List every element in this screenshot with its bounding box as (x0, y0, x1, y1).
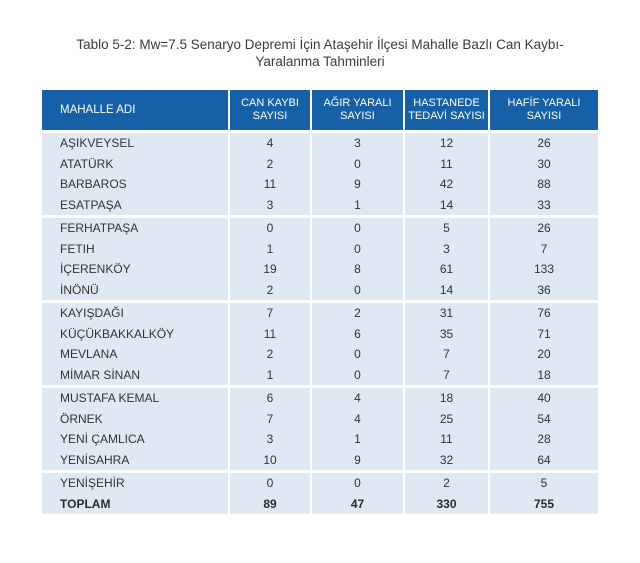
value-cell-hafif-yarali: 28 (488, 429, 598, 450)
column-header-can-kaybi (228, 90, 310, 130)
column-header-hastanede (403, 90, 488, 130)
neighborhood-name-cell: BARBAROS (60, 177, 127, 191)
value-cell-hafif-yarali: 26 (488, 218, 598, 239)
value-cell-can-kaybi: 1 (228, 239, 310, 260)
value-cell-hastanede: 61 (403, 259, 488, 280)
value-cell-agir-yarali: 47 (310, 494, 403, 515)
table-header-row (42, 90, 598, 130)
value-cell-hastanede: 31 (403, 303, 488, 324)
value-cell-hafif-yarali: 36 (488, 280, 598, 301)
value-cell-can-kaybi: 2 (228, 344, 310, 365)
table-row (42, 280, 598, 301)
value-cell-agir-yarali: 6 (310, 324, 403, 345)
value-cell-hastanede: 42 (403, 174, 488, 195)
column-header-mahalle-adi (42, 90, 228, 130)
table-row (42, 409, 598, 430)
table-row (42, 473, 598, 494)
neighborhood-name-cell: İÇERENKÖY (60, 262, 131, 276)
neighborhood-name-cell: KAYIŞDAĞI (60, 306, 124, 320)
value-cell-agir-yarali: 0 (310, 239, 403, 260)
value-cell-can-kaybi: 3 (228, 429, 310, 450)
value-cell-can-kaybi: 11 (228, 174, 310, 195)
value-cell-hastanede: 330 (403, 494, 488, 515)
value-cell-hastanede: 32 (403, 450, 488, 471)
value-cell-hafif-yarali: 30 (488, 154, 598, 175)
column-header-label: CAN KAYBI (241, 97, 299, 109)
table-caption (0, 36, 640, 70)
column-header-hafif-yarali (488, 90, 598, 130)
table-row (42, 365, 598, 386)
table-caption-line1: Tablo 5-2: Mw=7.5 Senaryo Depremi İçin Ataşehir İlçesi Mahalle Bazlı Can Kaybı- (76, 37, 564, 52)
column-header-label: TEDAVİ SAYISI (408, 110, 485, 122)
value-cell-can-kaybi: 7 (228, 303, 310, 324)
neighborhood-name-cell: MİMAR SİNAN (60, 367, 141, 382)
neighborhood-name-cell: KÜÇÜKBAKKALKÖY (60, 326, 175, 341)
value-cell-hastanede: 3 (403, 239, 488, 260)
table-row (42, 239, 598, 260)
value-cell-hastanede: 12 (403, 133, 488, 154)
value-cell-hastanede: 11 (403, 154, 488, 175)
value-cell-agir-yarali: 0 (310, 280, 403, 301)
value-cell-can-kaybi: 0 (228, 218, 310, 239)
neighborhood-name-cell: YENİŞEHİR (60, 476, 125, 490)
neighborhood-name-cell: İNÖNÜ (60, 282, 99, 297)
value-cell-hafif-yarali: 26 (488, 133, 598, 154)
value-cell-hafif-yarali: 133 (488, 259, 598, 280)
value-cell-hafif-yarali: 33 (488, 195, 598, 216)
value-cell-agir-yarali: 9 (310, 450, 403, 471)
value-cell-hafif-yarali: 40 (488, 388, 598, 409)
value-cell-hafif-yarali: 64 (488, 450, 598, 471)
value-cell-agir-yarali: 0 (310, 218, 403, 239)
neighborhood-name-cell: TOPLAM (60, 496, 111, 511)
column-header-label: HASTANEDE (413, 97, 480, 109)
value-cell-hastanede: 35 (403, 324, 488, 345)
neighborhood-name-cell: MEVLANA (60, 347, 118, 361)
value-cell-hastanede: 5 (403, 218, 488, 239)
table-row (42, 344, 598, 365)
neighborhood-name-cell: ATATÜRK (60, 156, 114, 171)
row-group (42, 133, 598, 215)
table-row (42, 324, 598, 345)
value-cell-agir-yarali: 9 (310, 174, 403, 195)
value-cell-agir-yarali: 2 (310, 303, 403, 324)
value-cell-hafif-yarali: 18 (488, 365, 598, 386)
table-caption-line2: Yaralanma Tahminleri (255, 54, 385, 69)
column-header-label: MAHALLE ADI (60, 103, 136, 116)
column-header-label: HAFİF YARALI (507, 97, 581, 109)
row-group (42, 303, 598, 385)
column-header-agir-yarali (310, 90, 403, 130)
value-cell-agir-yarali: 4 (310, 388, 403, 409)
value-cell-hastanede: 7 (403, 365, 488, 386)
column-header-label: SAYISI (252, 110, 288, 122)
value-cell-hastanede: 25 (403, 409, 488, 430)
table-row (42, 133, 598, 154)
value-cell-can-kaybi: 1 (228, 365, 310, 386)
neighborhood-name-cell: ÖRNEK (60, 411, 103, 426)
row-group (42, 388, 598, 470)
value-cell-agir-yarali: 0 (310, 344, 403, 365)
value-cell-can-kaybi: 19 (228, 259, 310, 280)
value-cell-agir-yarali: 1 (310, 195, 403, 216)
neighborhood-name-cell: AŞIKVEYSEL (60, 136, 135, 150)
total-row (42, 494, 598, 515)
column-header-label: AĞIR YARALI (323, 97, 392, 109)
table-body (42, 133, 598, 514)
table-row (42, 388, 598, 409)
neighborhood-name-cell: YENİSAHRA (60, 452, 130, 467)
value-cell-can-kaybi: 6 (228, 388, 310, 409)
value-cell-can-kaybi: 11 (228, 324, 310, 345)
value-cell-can-kaybi: 2 (228, 280, 310, 301)
value-cell-agir-yarali: 4 (310, 409, 403, 430)
value-cell-hafif-yarali: 20 (488, 344, 598, 365)
value-cell-can-kaybi: 89 (228, 494, 310, 515)
row-group (42, 218, 598, 300)
value-cell-hastanede: 11 (403, 429, 488, 450)
casualty-table (42, 90, 598, 514)
column-header-label: SAYISI (340, 110, 375, 122)
value-cell-hastanede: 18 (403, 388, 488, 409)
value-cell-hastanede: 7 (403, 344, 488, 365)
neighborhood-name-cell: MUSTAFA KEMAL (60, 391, 160, 405)
value-cell-can-kaybi: 2 (228, 154, 310, 175)
value-cell-hafif-yarali: 54 (488, 409, 598, 430)
value-cell-agir-yarali: 8 (310, 259, 403, 280)
value-cell-agir-yarali: 3 (310, 133, 403, 154)
value-cell-hafif-yarali: 755 (488, 494, 598, 515)
value-cell-hafif-yarali: 88 (488, 174, 598, 195)
neighborhood-name-cell: YENİ ÇAMLICA (60, 432, 145, 446)
value-cell-hafif-yarali: 76 (488, 303, 598, 324)
value-cell-hastanede: 14 (403, 195, 488, 216)
table-row (42, 195, 598, 216)
value-cell-hafif-yarali: 71 (488, 324, 598, 345)
value-cell-can-kaybi: 3 (228, 195, 310, 216)
value-cell-can-kaybi: 0 (228, 473, 310, 494)
table-row (42, 303, 598, 324)
value-cell-agir-yarali: 1 (310, 429, 403, 450)
table-row (42, 154, 598, 175)
column-header-label: SAYISI (526, 110, 562, 122)
value-cell-can-kaybi: 4 (228, 133, 310, 154)
value-cell-hafif-yarali: 7 (488, 239, 598, 260)
value-cell-can-kaybi: 10 (228, 450, 310, 471)
table-row (42, 218, 598, 239)
neighborhood-name-cell: FERHATPAŞA (60, 221, 139, 235)
value-cell-can-kaybi: 7 (228, 409, 310, 430)
neighborhood-name-cell: FETIH (60, 241, 95, 256)
table-row (42, 174, 598, 195)
value-cell-hafif-yarali: 5 (488, 473, 598, 494)
value-cell-agir-yarali: 0 (310, 365, 403, 386)
neighborhood-name-cell: ESATPAŞA (60, 197, 122, 212)
table-row (42, 429, 598, 450)
table-row (42, 450, 598, 471)
row-group (42, 473, 598, 514)
value-cell-agir-yarali: 0 (310, 154, 403, 175)
value-cell-agir-yarali: 0 (310, 473, 403, 494)
value-cell-hastanede: 14 (403, 280, 488, 301)
table-row (42, 259, 598, 280)
value-cell-hastanede: 2 (403, 473, 488, 494)
